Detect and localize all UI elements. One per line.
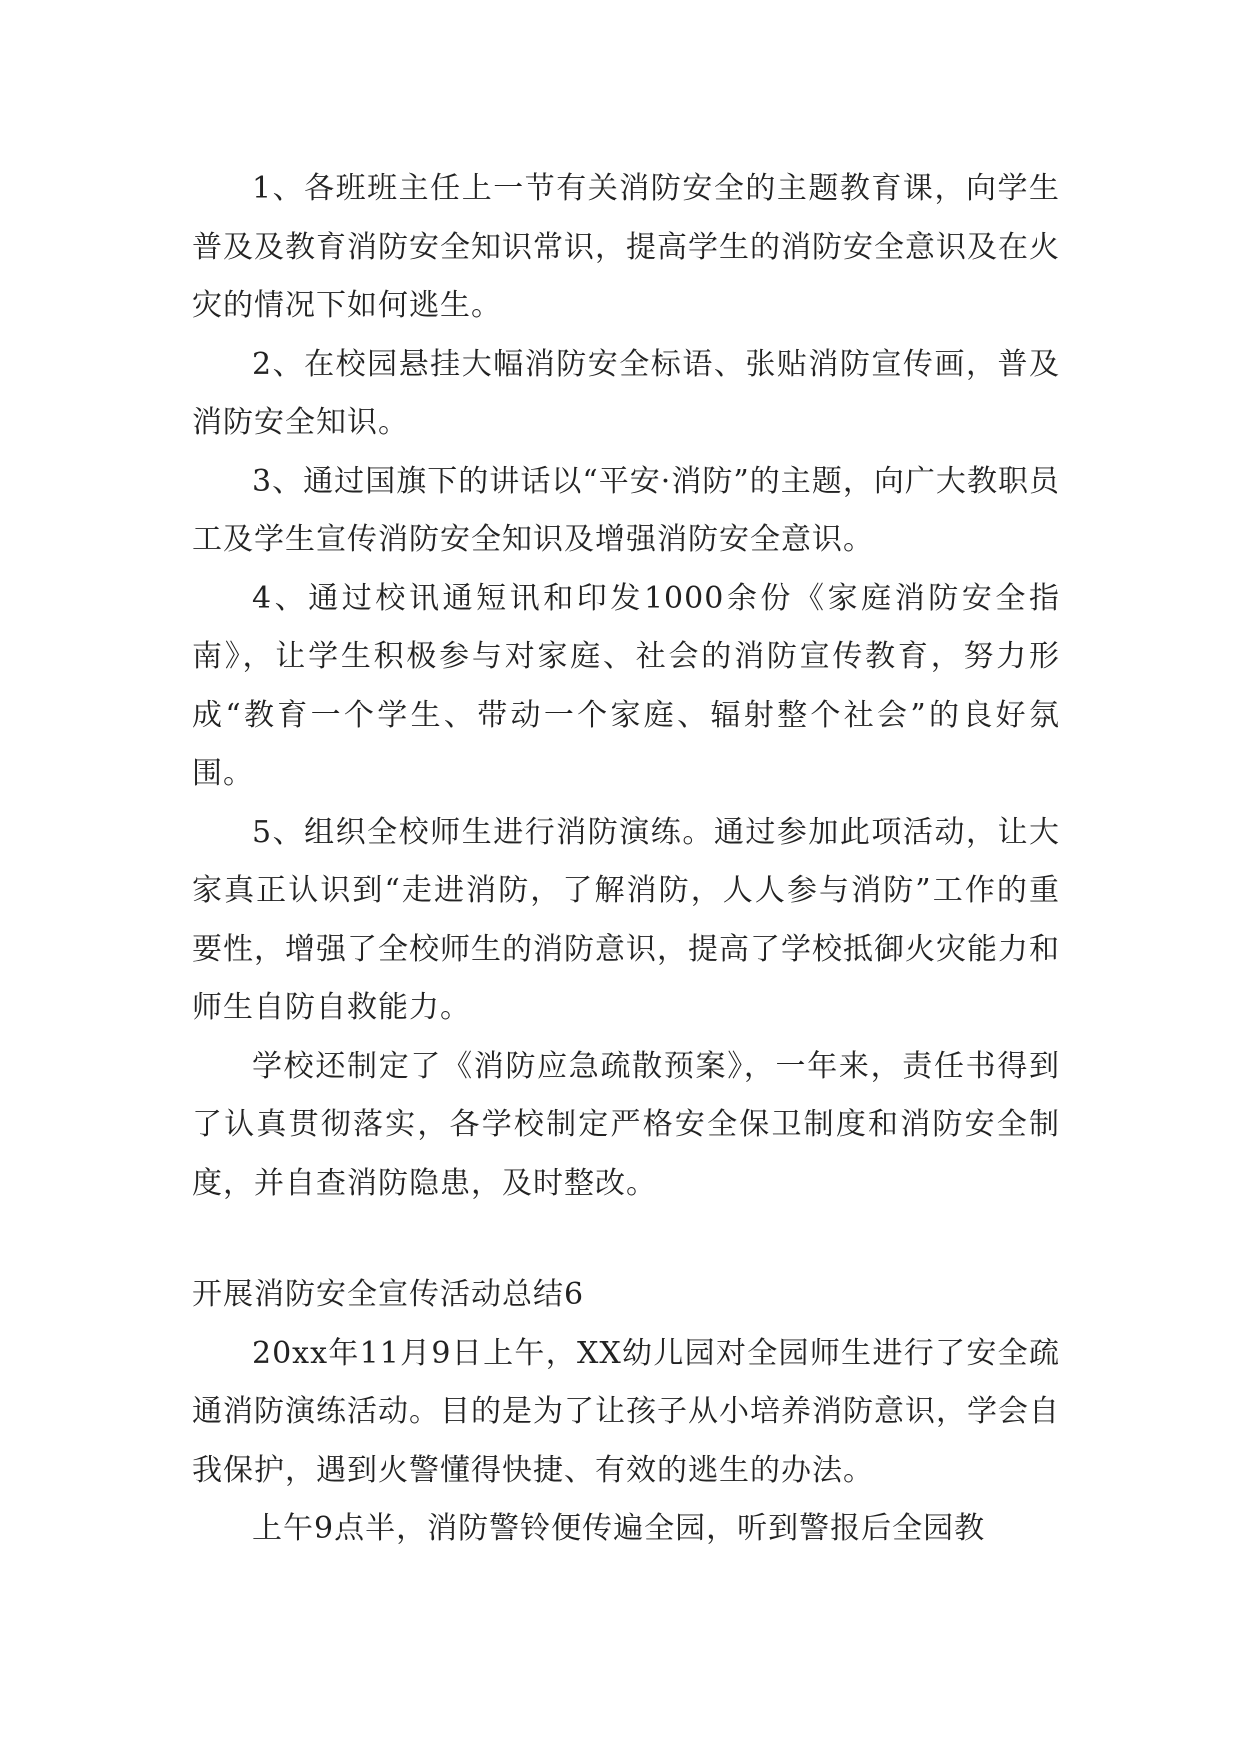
paragraph-item-1: 1、各班班主任上一节有关消防安全的主题教育课，向学生普及及教育消防安全知识常识，提高学生的消防安全意识及在火灾的情况下如何逃生。 — [192, 171, 1060, 323]
document-body — [192, 160, 1060, 1559]
paragraph-summary: 学校还制定了《消防应急疏散预案》，一年来，责任书得到了认真贯彻落实，各学校制定严格安全保卫制度和消防安全制度，并自查消防隐患，及时整改。 — [192, 1048, 1060, 1201]
paragraph-item-2: 2、在校园悬挂大幅消防安全标语、张贴消防宣传画，普及消防安全知识。 — [192, 346, 1060, 440]
section-title: 开展消防安全宣传活动总结6 — [192, 1277, 585, 1312]
paragraph-item-5: 5、组织全校师生进行消防演练。通过参加此项活动，让大家真正认识到“走进消防，了解消防，人人参与消防”工作的重要性，增强了全校师生的消防意识，提高了学校抵御火灾能力和师生自防自救能力。 — [192, 814, 1060, 1025]
paragraph-item-4: 4、通过校讯通短讯和印发1000余份《家庭消防安全指南》，让学生积极参与对家庭、社会的消防宣传教育，努力形成“教育一个学生、带动一个家庭、辐射整个社会”的良好氛围。 — [192, 580, 1060, 791]
paragraph-drill-intro: 20xx年11月9日上午，XX幼儿园对全园师生进行了安全疏通消防演练活动。目的是为了让孩子从小培养消防意识，学会自我保护，遇到火警懂得快捷、有效的逃生的办法。 — [192, 1335, 1060, 1488]
paragraph-drill-start: 上午9点半，消防警铃便传遍全园，听到警报后全园教 — [252, 1511, 986, 1546]
paragraph-item-3: 3、通过国旗下的讲话以“平安·消防”的主题，向广大教职员工及学生宣传消防安全知识及增强消防安全意识。 — [192, 463, 1060, 557]
